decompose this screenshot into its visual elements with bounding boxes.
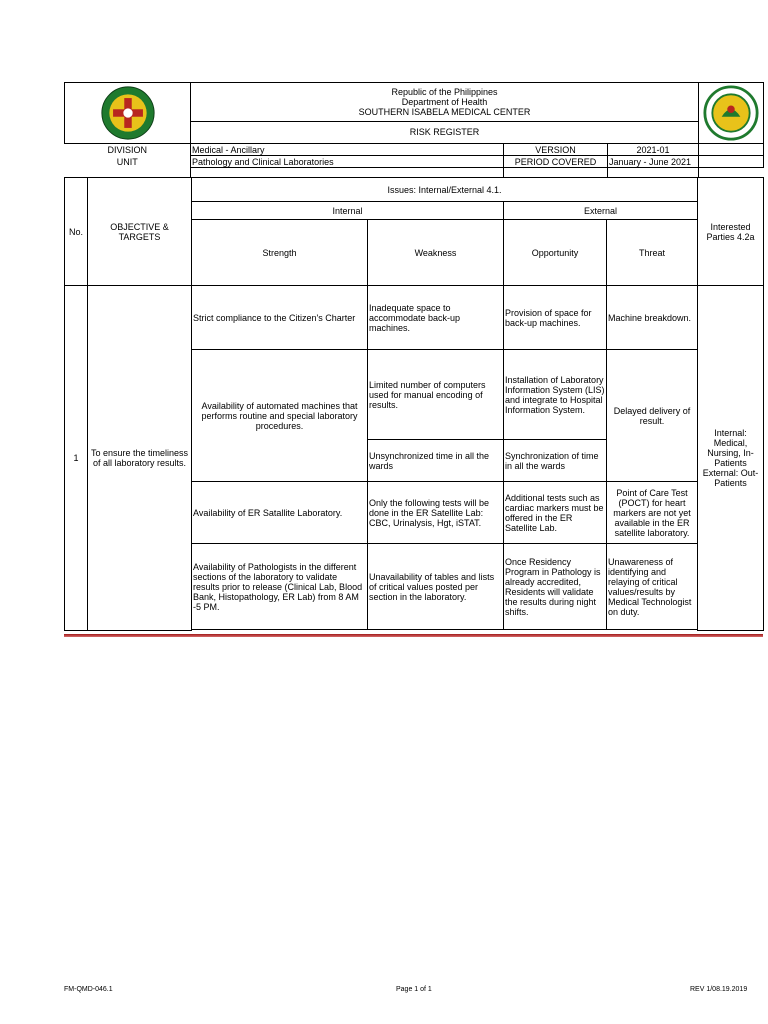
external-header: External	[504, 202, 698, 220]
threat-cell: Point of Care Test (POCT) for heart markers are not yet available in the ER satellite laboratory.	[607, 482, 698, 544]
issues-header: Issues: Internal/External 4.1.	[192, 178, 698, 202]
threat-cell: Delayed delivery of result.	[607, 350, 698, 482]
hospital-name: SOUTHERN ISABELA MEDICAL CENTER	[358, 106, 531, 117]
version-label: VERSION	[504, 144, 608, 156]
filler	[192, 630, 698, 631]
strength-cell: Availability of ER Satallite Laboratory.	[192, 482, 368, 544]
strength-cell: Availability of automated machines that performs routine and special laboratory procedures.	[192, 350, 368, 482]
republic-line: Republic of the Philippines	[391, 86, 498, 97]
strength-cell: Strict compliance to the Citizen's Charter	[192, 286, 368, 350]
interested-parties-cell: Internal: Medical, Nursing, In-Patients External: Out-Patients	[698, 286, 764, 631]
weakness-cell: Only the following tests will be done in the ER Satellite Lab: CBC, Urinalysis, Hgt, iSTAT.	[368, 482, 504, 544]
weakness-cell: Limited number of computers used for manual encoding of results.	[368, 350, 504, 440]
blank-cell	[191, 168, 504, 178]
opportunity-cell: Installation of Laboratory Information System (LIS) and integrate to Hospital Information System.	[504, 350, 607, 440]
row-number: 1	[65, 286, 88, 631]
version-blank	[699, 144, 764, 156]
strength-header: Strength	[192, 220, 368, 286]
strength-cell: Availability of Pathologists in the different sections of the laboratory to validate results prior to release (Clinical Lab, Blood Bank, Histopathology, ER Lab) from 8 AM -5 PM.	[192, 544, 368, 630]
register-title: RISK REGISTER	[191, 121, 699, 143]
period-label: PERIOD COVERED	[504, 156, 608, 168]
weakness-cell: Unsynchronized time in all the wards	[368, 440, 504, 482]
version-value: 2021-01	[608, 144, 699, 156]
blank-cell	[699, 168, 764, 178]
simc-seal-icon	[701, 85, 761, 141]
blank-cell	[504, 168, 608, 178]
unit-label: UNIT	[65, 156, 191, 168]
revision-code: REV 1/08.19.2019	[690, 986, 748, 993]
spacer-cell	[65, 168, 191, 178]
header-table	[64, 82, 764, 178]
form-code: FM-QMD-046.1	[64, 986, 113, 993]
opportunity-cell: Additional tests such as cardiac markers must be offered in the ER Satellite Lab.	[504, 482, 607, 544]
threat-cell: Machine breakdown.	[607, 286, 698, 350]
objective-header: OBJECTIVE & TARGETS	[88, 178, 192, 286]
department-line: Department of Health	[401, 96, 488, 107]
doh-seal-cell	[65, 83, 191, 144]
internal-header: Internal	[192, 202, 504, 220]
doh-seal-icon	[100, 85, 156, 141]
period-value: January - June 2021	[608, 156, 699, 168]
weakness-cell: Unavailability of tables and lists of critical values posted per section in the laboratory.	[368, 544, 504, 630]
division-label: DIVISION	[65, 144, 191, 156]
red-divider	[64, 634, 763, 637]
interested-parties-header: Interested Parties 4.2a	[698, 178, 764, 286]
blank-cell	[608, 168, 699, 178]
weakness-header: Weakness	[368, 220, 504, 286]
objective-cell: To ensure the timeliness of all laboratory results.	[88, 286, 192, 631]
agency-heading	[191, 83, 699, 122]
opportunity-cell: Synchronization of time in all the wards	[504, 440, 607, 482]
risk-register-table	[64, 177, 764, 631]
page-number: Page 1 of 1	[396, 986, 432, 993]
opportunity-cell: Once Residency Program in Pathology is already accredited, Residents will validate the results during night shifts.	[504, 544, 607, 630]
threat-header: Threat	[607, 220, 698, 286]
simc-seal-cell	[699, 83, 764, 144]
opportunity-header: Opportunity	[504, 220, 607, 286]
opportunity-cell: Provision of space for back-up machines.	[504, 286, 607, 350]
threat-cell: Unawareness of identifying and relaying of critical values/results by Medical Technologist on duty.	[607, 544, 698, 630]
unit-value: Pathology and Clinical Laboratories	[191, 156, 504, 168]
period-blank	[699, 156, 764, 168]
division-value: Medical - Ancillary	[191, 144, 504, 156]
weakness-cell: Inadequate space to accommodate back-up machines.	[368, 286, 504, 350]
no-header: No.	[65, 178, 88, 286]
